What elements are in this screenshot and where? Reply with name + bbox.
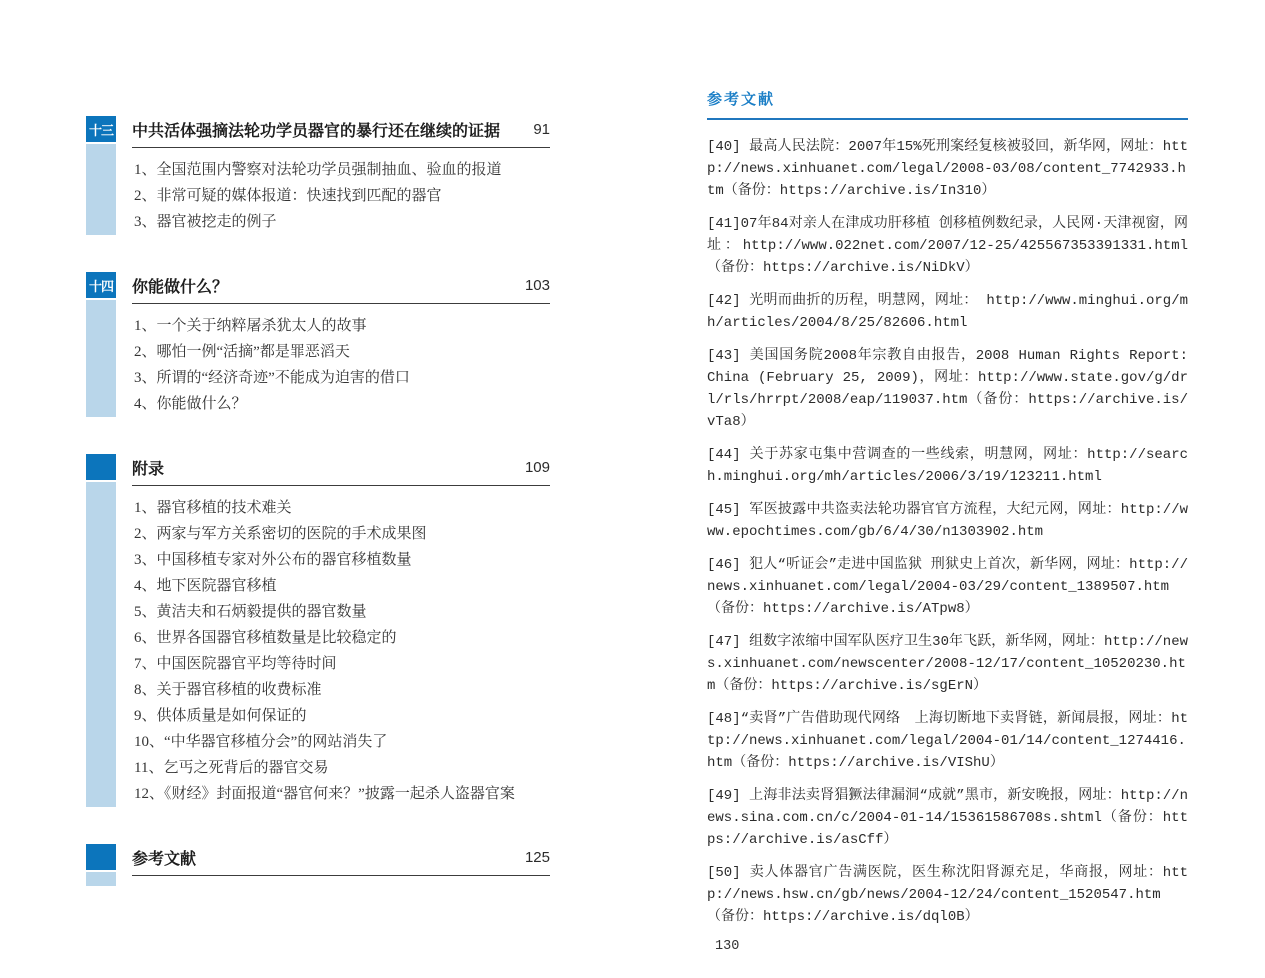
chapter-marker [86,454,116,807]
toc-item: 9、供体质量是如何保证的 [134,708,307,724]
chapter-marker [86,272,116,417]
title-underline [132,875,550,876]
toc-item-list [132,314,550,417]
section-accent-bar [86,872,116,886]
toc-item: 4、你能做什么？ [134,396,247,412]
reference-entry: [46] 犯人“听证会”走进中国监狱 刑狱史上首次，新华网，网址：http://news.xinhuanet.com/legal/2004-03/29/content_1389507.htm（备份：https://archive.is/ATpw8） [707,557,1188,617]
toc-item: 2、非常可疑的媒体报道：快速找到匹配的器官 [134,188,442,204]
section-title: 参考文献 [132,850,197,868]
title-underline [132,485,550,486]
section-title: 你能做什么？ [132,278,229,296]
section-body [132,844,550,886]
section-title-row [132,272,550,298]
toc-item: 1、器官移植的技术难关 [134,500,292,516]
toc-item: 11、乞丐之死背后的器官交易 [134,760,329,776]
reference-entry: [49] 上海非法卖肾猖獗法律漏洞“成就”黑市，新安晚报，网址：http://news.sina.com.cn/c/2004-01-14/15361586708s.shtml（备份：https://archive.is/asCff） [707,788,1188,848]
section-body [132,454,550,807]
header-rule [707,118,1188,120]
reference-entry: [43] 美国国务院2008年宗教自由报告，2008 Human Rights Report: China (February 25, 2009)，网址：http://www.state.gov/g/drl/rls/hrrpt/2008/eap/119037.htm（备份：https://archive.is/vTa8） [707,348,1188,430]
section-accent-bar [86,144,116,235]
toc-item-list [132,158,550,235]
toc-item: 8、关于器官移植的收费标准 [134,682,322,698]
section-page-number: 91 [533,120,550,138]
toc-item: 4、地下医院器官移植 [134,578,277,594]
section-body [132,116,550,235]
toc-item: 12、《财经》封面报道“器官何来？”披露一起杀人盗器官案 [134,786,515,802]
chapter-number-label: 十三 [88,122,113,138]
section-title-row [132,844,550,870]
chapter-marker [86,844,116,886]
chapter-number-badge [86,844,116,870]
chapter-number-badge [86,454,116,480]
page-number: 130 [715,939,740,954]
reference-entry: [45] 军医披露中共盗卖法轮功器官官方流程，大纪元网，网址：http://www.epochtimes.com/gb/6/4/30/n1303902.htm [707,502,1188,540]
reference-entry: [50] 卖人体器官广告满医院，医生称沈阳肾源充足，华商报，网址：http://news.hsw.cn/gb/news/2004-12/24/content_1520547.htm（备份：https://archive.is/dql0B） [707,865,1188,925]
toc-section [86,844,550,886]
references-page [707,88,1188,954]
reference-entry: [41]07年84对亲人在津成功肝移植 创移植例数纪录，人民网·天津视窗，网址：http://www.022net.com/2007/12-25/425567353391331.html（备份：https://archive.is/NiDkV） [707,216,1188,276]
toc-item: 5、黄洁夫和石炳毅提供的器官数量 [134,604,367,620]
chapter-number-badge [86,116,116,142]
section-page-number: 103 [524,276,550,294]
section-title: 附录 [132,460,165,478]
toc-item: 3、中国移植专家对外公布的器官移植数量 [134,552,412,568]
toc-section [86,272,550,417]
reference-entry: [48]“卖肾”广告借助现代网络 上海切断地下卖肾链，新闻晨报，网址：http://news.xinhuanet.com/legal/2004-01/14/content_1274416.htm（备份：https://archive.is/VIShU） [707,711,1188,771]
toc-page [86,116,550,923]
reference-entry: [44] 关于苏家屯集中营调查的一些线索，明慧网，网址：http://search.minghui.org/mh/articles/2006/3/19/123211.html [707,447,1188,485]
reference-entry: [42] 光明而曲折的历程，明慧网，网址： http://www.minghui.org/mh/articles/2004/8/25/82606.html [707,293,1188,331]
title-underline [132,147,550,148]
toc-item: 7、中国医院器官平均等待时间 [134,656,337,672]
section-title-row [132,454,550,480]
chapter-number-badge [86,272,116,298]
reference-entry: [40] 最高人民法院：2007年15%死刑案经复核被驳回，新华网，网址：http://news.xinhuanet.com/legal/2008-03/08/content_7742933.htm（备份：https://archive.is/In310） [707,139,1188,199]
section-accent-bar [86,482,116,807]
reference-list [707,136,1188,928]
toc-item: 2、两家与军方关系密切的医院的手术成果图 [134,526,427,542]
toc-section [86,116,550,235]
toc-item: 1、一个关于纳粹屠杀犹太人的故事 [134,318,367,334]
toc-item: 3、所谓的“经济奇迹”不能成为迫害的借口 [134,370,410,386]
toc-item: 1、全国范围内警察对法轮功学员强制抽血、验血的报道 [134,162,502,178]
toc-item: 10、“中华器官移植分会”的网站消失了 [134,734,388,750]
toc-item-list [132,496,550,807]
section-page-number: 109 [524,458,550,476]
section-body [132,272,550,417]
section-accent-bar [86,300,116,417]
toc-item: 6、世界各国器官移植数量是比较稳定的 [134,630,397,646]
section-title: 中共活体强摘法轮功学员器官的暴行还在继续的证据 [132,122,501,140]
chapter-number-label: 十四 [88,278,113,294]
section-page-number: 125 [524,848,550,866]
chapter-marker [86,116,116,235]
toc-item: 2、哪怕一例“活摘”都是罪恶滔天 [134,344,350,360]
title-underline [132,303,550,304]
toc-section [86,454,550,807]
section-title-row [132,116,550,142]
toc-item: 3、器官被挖走的例子 [134,214,277,230]
reference-entry: [47] 组数字浓缩中国军队医疗卫生30年飞跃，新华网，网址：http://news.xinhuanet.com/newscenter/2008-12/17/content_10520230.htm（备份：https://archive.is/sgErN） [707,634,1188,694]
references-page-header: 参考文献 [707,91,776,108]
